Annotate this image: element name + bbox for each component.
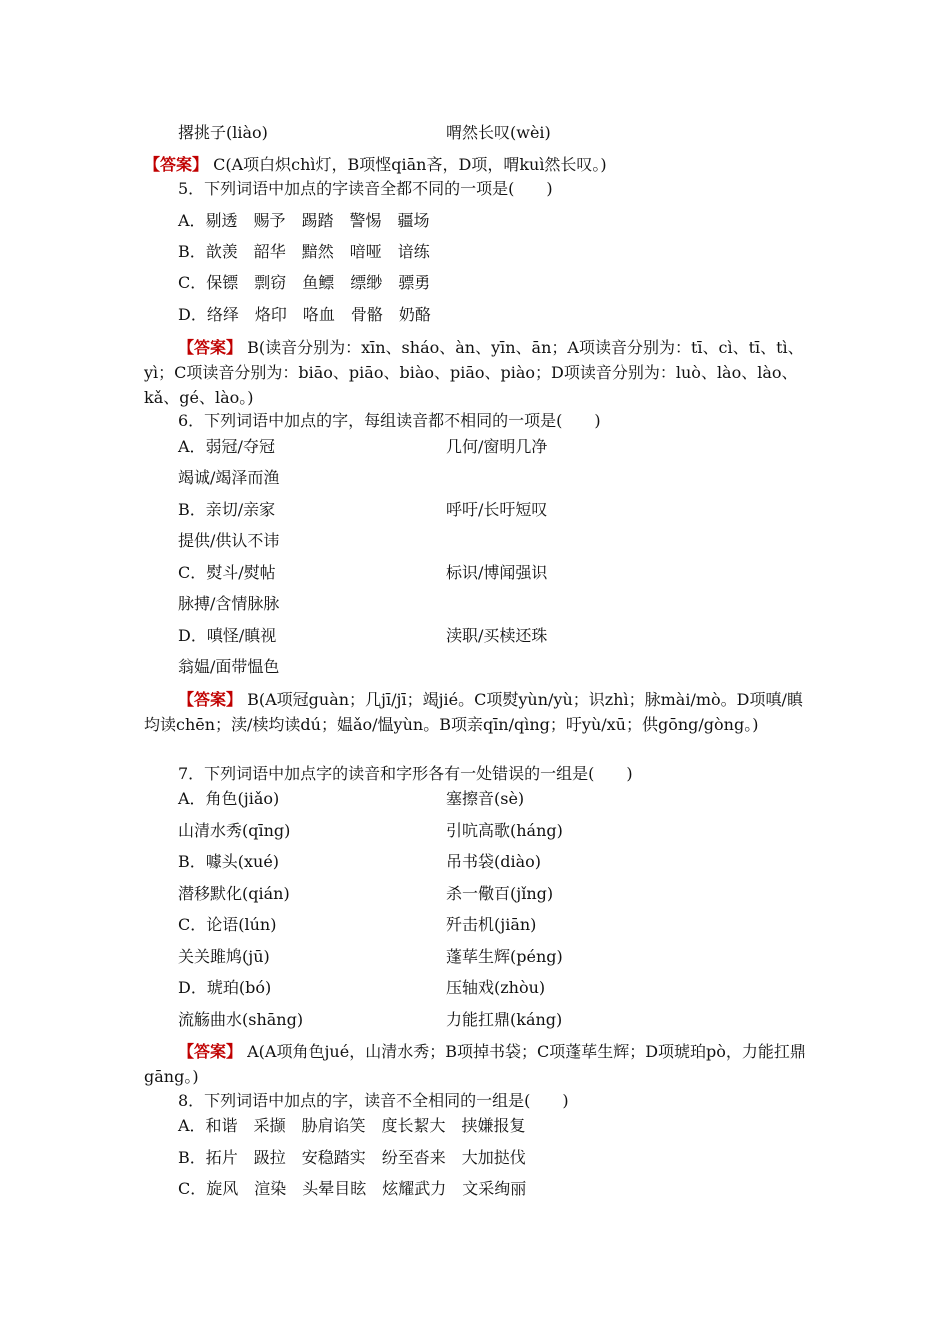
answer-4 bbox=[144, 154, 607, 176]
answer-tag: 【答案】 bbox=[144, 155, 209, 174]
question-7-stem: 7．下列词语中加点字的读音和字形各有一处错误的一组是( ) bbox=[178, 764, 633, 783]
word-item: 杀一儆百(jǐng) bbox=[446, 884, 554, 903]
answer-text: B(A项冠guàn；几jī/jī；竭jié。C项熨yùn/yù；识zhì；脉mài/mò。D项嗔/瞋均读chēn；渎/椟均读dú；媪ǎo/愠yùn。B项亲qīn/qìng；吁yù/xū；供gōng/gòng。) bbox=[144, 690, 803, 734]
word-item: 压轴戏(zhòu) bbox=[446, 978, 546, 997]
answer-5 bbox=[144, 335, 812, 410]
word-item: D．嗔怪/瞋视 bbox=[178, 626, 277, 645]
answer-text: A(A项角色jué，山清水秀；B项掉书袋；C项蓬荜生辉；D项琥珀pò，力能扛鼎gāng。) bbox=[144, 1042, 806, 1086]
word-item: A．角色(jiǎo) bbox=[178, 789, 280, 808]
word-item: 塞擦音(sè) bbox=[446, 789, 525, 808]
word-item: 吊书袋(diào) bbox=[446, 852, 542, 871]
option-c: C．旋风 渲染 头晕目眩 炫耀武力 文采绚丽 bbox=[178, 1179, 527, 1198]
option-b: B．歆羡 韶华 黯然 喑哑 谙练 bbox=[178, 242, 430, 261]
question-6-stem: 6．下列词语中加点的字，每组读音都不相同的一项是( ) bbox=[178, 411, 601, 430]
word-item: 蓬荜生辉(péng) bbox=[446, 947, 563, 966]
word-item: 竭诚/竭泽而渔 bbox=[178, 468, 280, 487]
answer-tag: 【答案】 bbox=[178, 338, 243, 357]
word-item: 山清水秀(qīng) bbox=[178, 821, 291, 840]
word-item: 标识/博闻强识 bbox=[446, 563, 548, 582]
option-d: D．络绎 烙印 咯血 骨骼 奶酪 bbox=[178, 305, 431, 324]
word-item: 潜移默化(qián) bbox=[178, 884, 290, 903]
word-item: B．亲切/亲家 bbox=[178, 500, 276, 519]
answer-7 bbox=[144, 1039, 812, 1089]
word-item: 渎职/买椟还珠 bbox=[446, 626, 548, 645]
question-5-stem: 5．下列词语中加点的字读音全都不同的一项是( ) bbox=[178, 179, 553, 198]
question-8-stem: 8．下列词语中加点的字，读音不全相同的一组是( ) bbox=[178, 1091, 569, 1110]
word-item: 呼吁/长吁短叹 bbox=[446, 500, 548, 519]
word-item: 翁媪/面带愠色 bbox=[178, 657, 280, 676]
word-item: D．琥珀(bó) bbox=[178, 978, 272, 997]
word-item: 几何/窗明几净 bbox=[446, 437, 548, 456]
word-item: 撂挑子(liào) bbox=[178, 123, 268, 142]
word-item: 喟然长叹(wèi) bbox=[446, 123, 551, 142]
option-c: C．保镖 剽窃 鱼鳔 缥缈 骠勇 bbox=[178, 273, 431, 292]
answer-text: B(读音分别为：xīn、sháo、àn、yīn、ān；A项读音分别为：tī、cì、tī、tì、yì；C项读音分别为：biāo、piāo、biào、piāo、piào；D项读音分别为：luò、lào、lào、kǎ、gé、lào。) bbox=[144, 338, 804, 407]
answer-text: C(A项白炽chì灯，B项悭qiān吝，D项，喟kuì然长叹。) bbox=[208, 155, 607, 174]
word-item: A．弱冠/夺冠 bbox=[178, 437, 275, 456]
word-item: 流觞曲水(shāng) bbox=[178, 1010, 304, 1029]
word-item: 力能扛鼎(káng) bbox=[446, 1010, 563, 1029]
word-item: 引吭高歌(háng) bbox=[446, 821, 563, 840]
option-a: A．和谐 采撷 胁肩谄笑 度长絜大 挟嫌报复 bbox=[178, 1116, 526, 1135]
word-item: 脉搏/含情脉脉 bbox=[178, 594, 280, 613]
word-item: 关关雎鸠(jū) bbox=[178, 947, 270, 966]
word-item: C．论语(lún) bbox=[178, 915, 277, 934]
answer-tag: 【答案】 bbox=[178, 690, 243, 709]
word-item: 提供/供认不讳 bbox=[178, 531, 280, 550]
word-item: C．熨斗/熨帖 bbox=[178, 563, 276, 582]
option-a: A．剔透 赐予 踢踏 警惕 疆场 bbox=[178, 211, 430, 230]
option-b: B．拓片 趿拉 安稳踏实 纷至沓来 大加挞伐 bbox=[178, 1148, 526, 1167]
answer-6 bbox=[144, 687, 812, 737]
word-item: B．噱头(xué) bbox=[178, 852, 280, 871]
word-item: 歼击机(jiān) bbox=[446, 915, 537, 934]
answer-tag: 【答案】 bbox=[178, 1042, 243, 1061]
